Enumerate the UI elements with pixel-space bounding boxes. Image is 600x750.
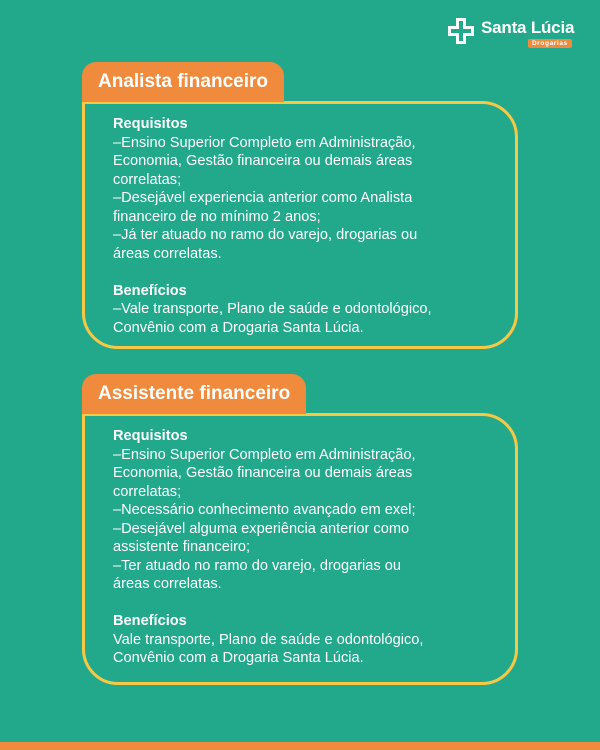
requirement-line: –Ensino Superior Completo em Administração,	[113, 134, 416, 151]
brand-logo	[446, 16, 576, 50]
requirements-heading: Requisitos	[113, 428, 188, 444]
job-description	[113, 115, 513, 337]
requirement-line: –Necessário conhecimento avançado em exel;	[113, 502, 416, 518]
benefits-heading: Benefícios	[113, 613, 187, 629]
job-title-tab: Assistente financeiro	[82, 374, 306, 414]
requirement-line: áreas correlatas.	[113, 245, 222, 262]
requirement-line: Economia, Gestão financeira ou demais áreas	[113, 465, 413, 481]
job-title-tab: Analista financeiro	[82, 62, 284, 102]
cross-logo-icon	[446, 16, 476, 46]
requirement-line: correlatas;	[113, 483, 182, 500]
benefit-line: Convênio com a Drogaria Santa Lúcia.	[113, 650, 364, 666]
requirement-line: áreas correlatas.	[113, 576, 222, 592]
benefit-line: –Vale transporte, Plano de saúde e odontológico,	[113, 301, 432, 317]
job-description	[113, 427, 513, 668]
requirement-line: Economia, Gestão financeira ou demais áreas	[113, 153, 413, 169]
requirements-heading: Requisitos	[113, 116, 188, 132]
requirement-line: –Ter atuado no ramo do varejo, drogarias ou	[113, 557, 401, 574]
benefits-heading: Benefícios	[113, 282, 187, 299]
brand-subtitle: Drogarias	[528, 39, 572, 48]
bottom-accent-bar	[0, 742, 600, 750]
requirement-line: correlatas;	[113, 171, 182, 188]
requirement-line: –Já ter atuado no ramo do varejo, drogarias ou	[113, 227, 418, 243]
requirement-line: –Ensino Superior Completo em Administração,	[113, 446, 416, 463]
brand-name: Santa Lúcia	[481, 18, 575, 37]
benefit-line: Vale transporte, Plano de saúde e odontológico,	[113, 631, 424, 648]
requirement-line: –Desejável experiencia anterior como Analista	[113, 190, 413, 206]
requirement-line: financeiro de no mínimo 2 anos;	[113, 208, 321, 225]
requirement-line: –Desejável alguma experiência anterior como	[113, 520, 410, 537]
requirement-line: assistente financeiro;	[113, 539, 251, 555]
benefit-line: Convênio com a Drogaria Santa Lúcia.	[113, 319, 364, 336]
